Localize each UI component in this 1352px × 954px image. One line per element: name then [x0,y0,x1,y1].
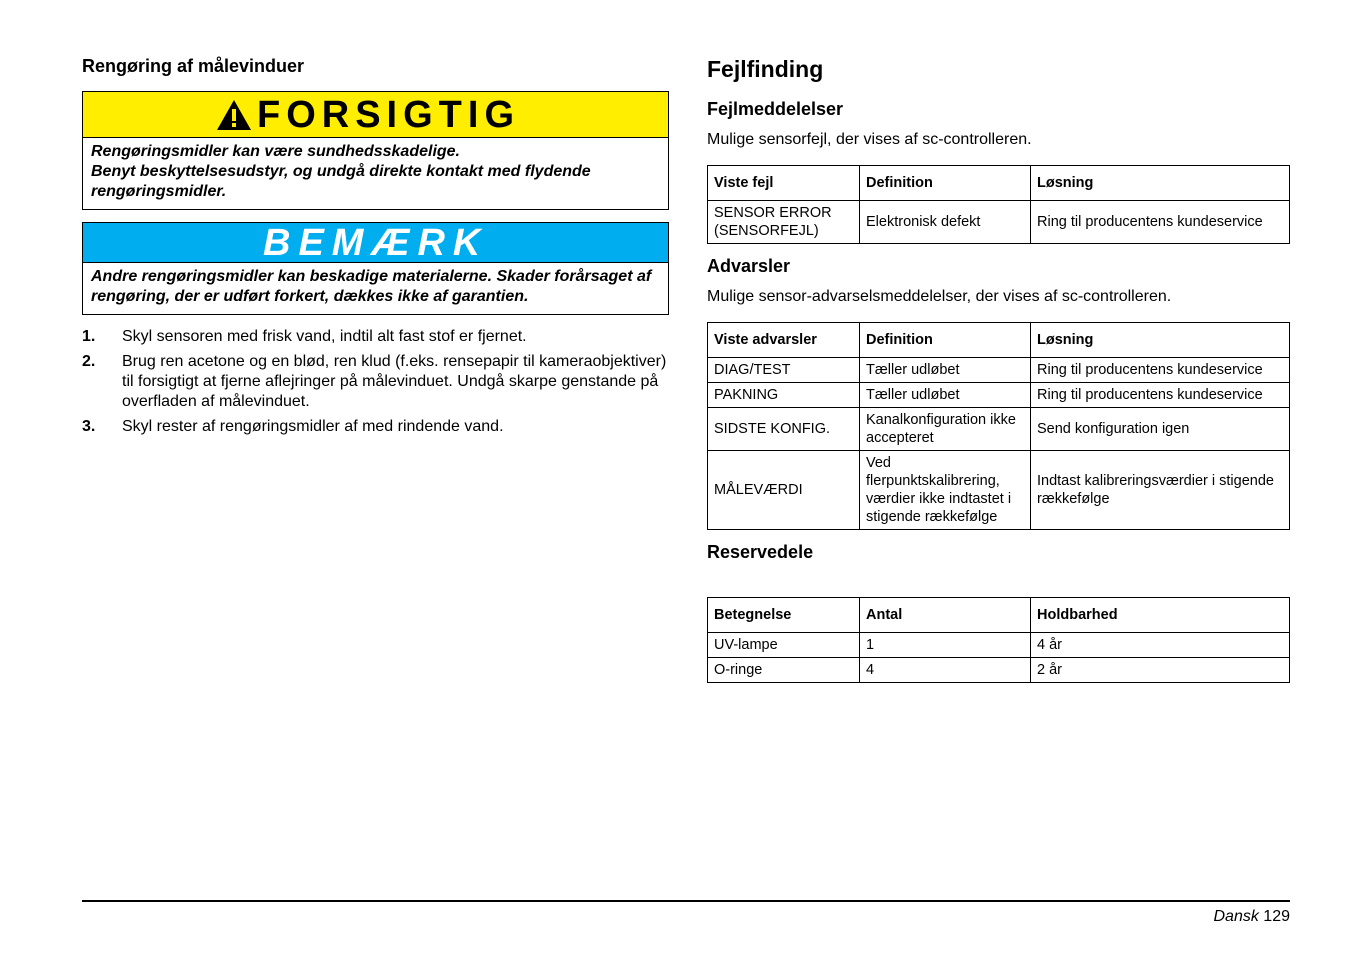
footer-rule [82,900,1290,902]
note-box [82,222,669,315]
list-item [82,352,669,412]
table-row [708,633,1290,658]
table-cell: DIAG/TEST [708,358,860,383]
caution-header [83,92,668,138]
table-cell: Send konfiguration igen [1031,408,1290,451]
table-cell: UV-lampe [708,633,860,658]
spare-parts-heading: Reservedele [707,542,814,562]
footer-language: Dansk [1213,908,1259,925]
step-number: 2. [82,353,96,370]
table-cell: Tæller udløbet [860,358,1031,383]
column-header: Viste advarsler [708,323,860,358]
table-cell: 4 år [1031,633,1290,658]
column-header: Løsning [1031,166,1290,201]
table-cell: 2 år [1031,658,1290,683]
table-row [708,451,1290,530]
caution-box [82,91,669,210]
spare-parts-table [707,597,1290,683]
step-text: Skyl sensoren med frisk vand, indtil alt fast stof er fjernet. [122,328,527,345]
column-header: Viste fejl [708,166,860,201]
right-column [707,56,1290,695]
table-row [708,658,1290,683]
step-number: 1. [82,328,96,345]
column-header: Betegnelse [708,598,860,633]
column-header: Antal [860,598,1031,633]
table-cell: O-ringe [708,658,860,683]
caution-title: FORSIGTIG [257,93,520,136]
table-cell: 1 [860,633,1031,658]
note-text: Andre rengøringsmidler kan beskadige materialerne. Skader forårsaget af rengøring, der er udført forkert, dækkes ikke af garantien. [91,268,652,305]
table-cell: Indtast kalibreringsværdier i stigende rækkefølge [1031,451,1290,530]
table-cell: SIDSTE KONFIG. [708,408,860,451]
warnings-heading: Advarsler [707,256,791,276]
column-header: Løsning [1031,323,1290,358]
caution-line: Benyt beskyttelsesudstyr, og undgå direkte kontakt med flydende rengøringsmidler. [91,163,591,200]
note-title: BEMÆRK [263,221,489,264]
step-text: Skyl rester af rengøringsmidler af med rindende vand. [122,418,504,435]
list-item [82,417,669,437]
left-column [82,56,669,442]
column-header: Definition [860,323,1031,358]
error-messages-intro: Mulige sensorfejl, der vises af sc-controlleren. [707,131,1032,148]
warnings-table [707,322,1290,530]
table-row [708,201,1290,244]
note-header [83,223,668,263]
table-cell: Tæller udløbet [860,383,1031,408]
warnings-intro: Mulige sensor-advarselsmeddelelser, der vises af sc-controlleren. [707,288,1172,305]
table-cell: Ring til producentens kundeservice [1031,201,1290,244]
table-cell: Ring til producentens kundeservice [1031,358,1290,383]
table-header-row [708,598,1290,633]
error-table [707,165,1290,244]
table-cell: Ring til producentens kundeservice [1031,383,1290,408]
cleaning-heading: Rengøring af målevinduer [82,56,305,76]
step-text: Brug ren acetone og en blød, ren klud (f.eks. rensepapir til kameraobjektiver) til forsigtigt at fjerne aflejringer på målevinduet. Undgå skarpe genstande på overfladen af målevinduet. [122,353,667,410]
cleaning-steps [82,327,669,437]
list-item [82,327,669,347]
table-row [708,383,1290,408]
table-row [708,358,1290,383]
caution-text [83,138,668,209]
table-cell: PAKNING [708,383,860,408]
step-number: 3. [82,418,96,435]
table-cell: MÅLEVÆRDI [708,451,860,530]
table-header-row [708,166,1290,201]
column-header: Definition [860,166,1031,201]
warning-triangle-icon [215,98,253,132]
table-cell: 4 [860,658,1031,683]
column-header: Holdbarhed [1031,598,1290,633]
table-header-row [708,323,1290,358]
table-cell: SENSOR ERROR (SENSORFEJL) [708,201,860,244]
troubleshooting-heading: Fejlfinding [707,56,824,82]
page-footer [1213,908,1290,926]
table-cell: Elektronisk defekt [860,201,1031,244]
error-messages-heading: Fejlmeddelelser [707,99,844,119]
caution-line: Rengøringsmidler kan være sundhedsskadelige. [91,143,460,160]
table-cell: Ved flerpunktskalibrering, værdier ikke indtastet i stigende rækkefølge [860,451,1031,530]
table-row [708,408,1290,451]
page-number: 129 [1263,908,1290,925]
table-cell: Kanalkonfiguration ikke accepteret [860,408,1031,451]
